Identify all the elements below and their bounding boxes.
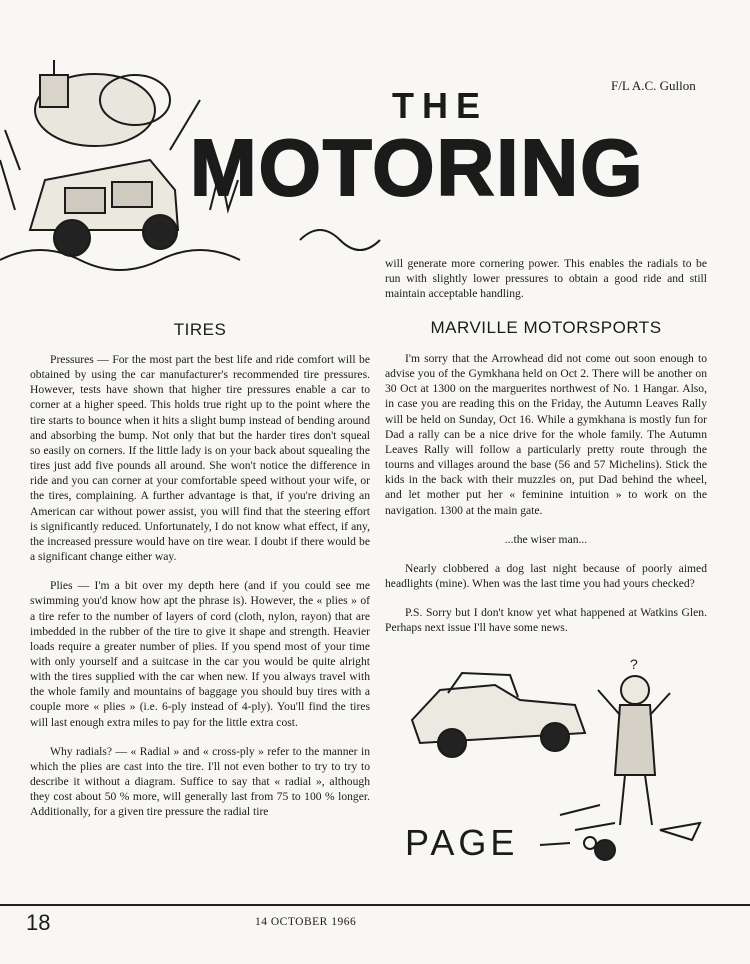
mechanic-figure-icon [598,656,670,825]
title-the: THE [392,85,488,126]
motorsports-paragraph-headlights: Nearly clobbered a dog last night because of poorly aimed headlights (mine). When was the last time you had yours checked? [385,561,707,591]
tires-continuation-text: will generate more cornering power. This enables the radials to be run with slightly lower pressures to obtain a good ride and still maintain acceptable handling. [385,257,707,301]
tires-article [30,352,370,834]
tires-continuation [385,256,707,301]
title-page: PAGE [405,822,519,863]
issue-date: 14 OCTOBER 1966 [255,916,357,928]
motorsports-heading: MARVILLE MOTORSPORTS [430,318,662,337]
bottom-illustration [400,655,720,880]
page-number: 18 [26,910,51,935]
tires-paragraph-plies: Plies — I'm a bit over my depth here (and if you could see me swimming you'd know how apt the phrase is). However, the « plies » of a tire refer to the number of layers of cord (cloth, nylon, rayon) that are imbedded in the rubber of the tire to give it shape and strength. Heavier loads require a greater number of plies. If you spend most of your time with only yourself and a suitcase in the car you would be quite alright with the tires supplied with the car when new. If you always travel with the whole family and mountains of baggage you should buy tires with a couple more « plies » (i.e. 6-ply instead of 4-ply). You'll find the tires will last enough extra miles to pay for the little extra cost. [30,579,370,729]
motorsports-paragraph-ps: P.S. Sorry but I don't know yet what happened at Watkins Glen. Perhaps next issue I'll have some news. [385,606,707,635]
title-motoring: MOTORING [190,123,645,212]
sports-car-icon [412,673,585,757]
motorsports-paragraph-gymkhana: I'm sorry that the Arrowhead did not come out soon enough to advise you of the Gymkhana held on Oct 2. There will be another on 30 Oct at 1300 on the marguerites northwest of No. 1 Hangar. Also, in case you are reading this on the Friday, the Autumn Leaves Rally will be held on Sunday, Oct 16. While a gymkhana is mostly fun for Dad a rally can be a nice drive for the whole family. The Autumn Leaves Rally will follow a particularly pretty route through the tourns and villages around the base (56 and 57 Michelins). Stick the kids in the back with their muzzles on, put Dad behind the wheel, and let mother put her « feminine intuition » to work on the navigation. 1300 at the main gate. [385,352,707,517]
svg-text:?: ? [630,656,638,672]
tires-heading: TIRES [173,320,227,339]
motorsports-article [385,351,707,650]
tools-icon [540,805,700,860]
tires-paragraph-pressures: Pressures — For the most part the best life and ride comfort will be obtained by using the car manufacturer's recommended tire pressures. However, tests have shown that higher tire pressures enable a car to corner at a higher speed. This holds true right up to the point where the tire starts to bounce when it hits a slight bump instead of bending around and absorbing the bump. Not only that but the harder tires don't squeal so easily on corners. If the little lady is on your back about squealing the tires just add five pounds all around. She won't notice the difference in ride and you can corner at your comfortable speed without your wife, or the tires, complaining. A further advantage is that, if you're driving an American car without power assist, you will find that the steering effort is significantly reduced. Unfortunately, I do not know what effect, if any, the increased pressure would have on tire wear. I doubt if there would be a significant change either way. [30,353,370,564]
author-byline: F/L A.C. Gullon [611,78,696,93]
footer-rule [0,904,750,906]
bottom-art [400,655,720,880]
section-separator: ...the wiser man... [504,532,588,546]
tires-paragraph-radials: Why radials? — « Radial » and « cross-ply » refer to the manner in which the plies are cast into the tire. I'll not even bother to try to try to describe it without a diagram. Suffice to say that « radial », although they cost about 50 % more, will generally last from 75 to 100 % longer. Additionally, for a given tire pressure the radial tire [30,744,370,819]
